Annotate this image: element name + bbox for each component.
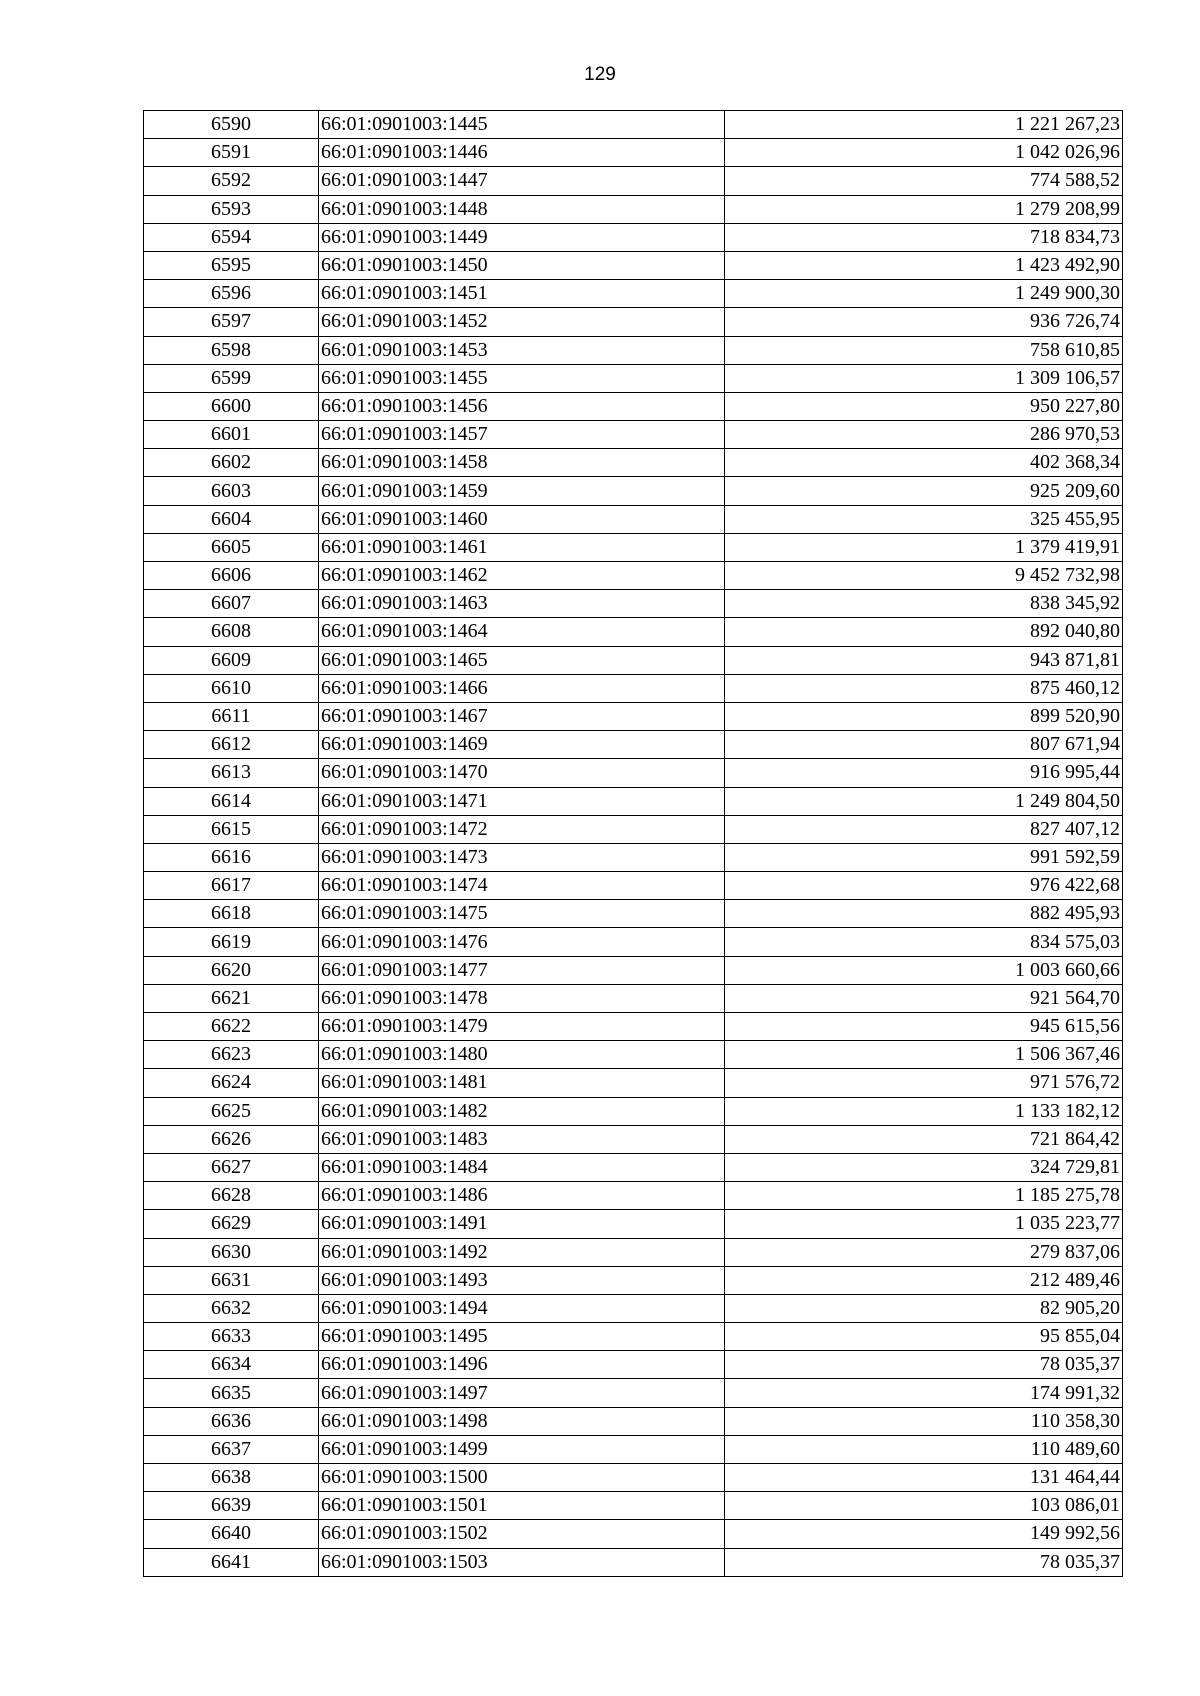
cadastral-number-cell: 66:01:0901003:1456: [319, 392, 725, 420]
cadastral-value-cell: 721 864,42: [725, 1125, 1123, 1153]
row-number-cell: 6590: [144, 111, 319, 139]
table-row: [144, 1125, 1123, 1153]
table-row: [144, 167, 1123, 195]
table-row: [144, 1435, 1123, 1463]
row-number-cell: 6612: [144, 731, 319, 759]
cadastral-number-cell: 66:01:0901003:1503: [319, 1548, 725, 1576]
table-row: [144, 815, 1123, 843]
table-row: [144, 392, 1123, 420]
cadastral-value-cell: 131 464,44: [725, 1464, 1123, 1492]
table-row: [144, 1492, 1123, 1520]
table-row: [144, 759, 1123, 787]
cadastral-value-cell: 82 905,20: [725, 1294, 1123, 1322]
cadastral-number-cell: 66:01:0901003:1474: [319, 872, 725, 900]
row-number-cell: 6611: [144, 702, 319, 730]
cadastral-number-cell: 66:01:0901003:1458: [319, 449, 725, 477]
cadastral-number-cell: 66:01:0901003:1491: [319, 1210, 725, 1238]
table-row: [144, 674, 1123, 702]
row-number-cell: 6633: [144, 1323, 319, 1351]
row-number-cell: 6627: [144, 1153, 319, 1181]
table-row: [144, 562, 1123, 590]
cadastral-number-cell: 66:01:0901003:1475: [319, 900, 725, 928]
row-number-cell: 6599: [144, 364, 319, 392]
cadastral-number-cell: 66:01:0901003:1481: [319, 1069, 725, 1097]
row-number-cell: 6614: [144, 787, 319, 815]
table-row: [144, 251, 1123, 279]
cadastral-number-cell: 66:01:0901003:1472: [319, 815, 725, 843]
row-number-cell: 6591: [144, 139, 319, 167]
cadastral-value-cell: 286 970,53: [725, 421, 1123, 449]
cadastral-value-cell: 838 345,92: [725, 590, 1123, 618]
row-number-cell: 6615: [144, 815, 319, 843]
table-row: [144, 1548, 1123, 1576]
cadastral-value-cell: 807 671,94: [725, 731, 1123, 759]
cadastral-value-cell: 943 871,81: [725, 646, 1123, 674]
cadastral-number-cell: 66:01:0901003:1462: [319, 562, 725, 590]
row-number-cell: 6593: [144, 195, 319, 223]
table-row: [144, 956, 1123, 984]
row-number-cell: 6601: [144, 421, 319, 449]
table-row: [144, 195, 1123, 223]
cadastral-value-cell: 212 489,46: [725, 1266, 1123, 1294]
cadastral-number-cell: 66:01:0901003:1477: [319, 956, 725, 984]
cadastral-value-cell: 875 460,12: [725, 674, 1123, 702]
table-row: [144, 1464, 1123, 1492]
table-row: [144, 1351, 1123, 1379]
cadastral-number-cell: 66:01:0901003:1484: [319, 1153, 725, 1181]
cadastral-value-cell: 758 610,85: [725, 336, 1123, 364]
cadastral-number-cell: 66:01:0901003:1479: [319, 1013, 725, 1041]
cadastral-number-cell: 66:01:0901003:1455: [319, 364, 725, 392]
cadastral-number-cell: 66:01:0901003:1459: [319, 477, 725, 505]
row-number-cell: 6635: [144, 1379, 319, 1407]
table-row: [144, 111, 1123, 139]
cadastral-value-cell: 110 489,60: [725, 1435, 1123, 1463]
row-number-cell: 6626: [144, 1125, 319, 1153]
cadastral-value-cell: 1 003 660,66: [725, 956, 1123, 984]
row-number-cell: 6625: [144, 1097, 319, 1125]
table-row: [144, 139, 1123, 167]
cadastral-value-cell: 1 035 223,77: [725, 1210, 1123, 1238]
cadastral-value-cell: 991 592,59: [725, 843, 1123, 871]
cadastral-number-cell: 66:01:0901003:1497: [319, 1379, 725, 1407]
cadastral-number-cell: 66:01:0901003:1502: [319, 1520, 725, 1548]
cadastral-number-cell: 66:01:0901003:1478: [319, 984, 725, 1012]
row-number-cell: 6617: [144, 872, 319, 900]
cadastral-number-cell: 66:01:0901003:1494: [319, 1294, 725, 1322]
cadastral-number-cell: 66:01:0901003:1492: [319, 1238, 725, 1266]
cadastral-value-cell: 1 249 804,50: [725, 787, 1123, 815]
cadastral-value-cell: 945 615,56: [725, 1013, 1123, 1041]
row-number-cell: 6597: [144, 308, 319, 336]
row-number-cell: 6636: [144, 1407, 319, 1435]
cadastral-number-cell: 66:01:0901003:1498: [319, 1407, 725, 1435]
row-number-cell: 6608: [144, 618, 319, 646]
row-number-cell: 6602: [144, 449, 319, 477]
table-row: [144, 223, 1123, 251]
cadastral-value-cell: 78 035,37: [725, 1351, 1123, 1379]
cadastral-value-cell: 936 726,74: [725, 308, 1123, 336]
cadastral-value-cell: 1 423 492,90: [725, 251, 1123, 279]
cadastral-number-cell: 66:01:0901003:1466: [319, 674, 725, 702]
cadastral-number-cell: 66:01:0901003:1470: [319, 759, 725, 787]
cadastral-value-cell: 324 729,81: [725, 1153, 1123, 1181]
cadastral-value-cell: 95 855,04: [725, 1323, 1123, 1351]
row-number-cell: 6610: [144, 674, 319, 702]
row-number-cell: 6607: [144, 590, 319, 618]
row-number-cell: 6600: [144, 392, 319, 420]
table-row: [144, 1520, 1123, 1548]
table-row: [144, 928, 1123, 956]
cadastral-value-cell: 402 368,34: [725, 449, 1123, 477]
table-row: [144, 787, 1123, 815]
row-number-cell: 6621: [144, 984, 319, 1012]
table-body: [144, 111, 1123, 1577]
table-row: [144, 702, 1123, 730]
cadastral-number-cell: 66:01:0901003:1493: [319, 1266, 725, 1294]
cadastral-number-cell: 66:01:0901003:1471: [319, 787, 725, 815]
table-row: [144, 1266, 1123, 1294]
cadastral-value-cell: 9 452 732,98: [725, 562, 1123, 590]
table-row: [144, 533, 1123, 561]
row-number-cell: 6630: [144, 1238, 319, 1266]
cadastral-number-cell: 66:01:0901003:1501: [319, 1492, 725, 1520]
row-number-cell: 6618: [144, 900, 319, 928]
row-number-cell: 6598: [144, 336, 319, 364]
row-number-cell: 6619: [144, 928, 319, 956]
cadastral-value-cell: 325 455,95: [725, 505, 1123, 533]
cadastral-number-cell: 66:01:0901003:1452: [319, 308, 725, 336]
cadastral-number-cell: 66:01:0901003:1467: [319, 702, 725, 730]
table-row: [144, 1294, 1123, 1322]
table-row: [144, 1210, 1123, 1238]
table-row: [144, 280, 1123, 308]
cadastral-number-cell: 66:01:0901003:1480: [319, 1041, 725, 1069]
cadastral-value-cell: 103 086,01: [725, 1492, 1123, 1520]
row-number-cell: 6613: [144, 759, 319, 787]
cadastral-number-cell: 66:01:0901003:1457: [319, 421, 725, 449]
table-row: [144, 477, 1123, 505]
row-number-cell: 6640: [144, 1520, 319, 1548]
row-number-cell: 6592: [144, 167, 319, 195]
table-row: [144, 1097, 1123, 1125]
row-number-cell: 6631: [144, 1266, 319, 1294]
table-row: [144, 308, 1123, 336]
row-number-cell: 6606: [144, 562, 319, 590]
row-number-cell: 6622: [144, 1013, 319, 1041]
table-row: [144, 590, 1123, 618]
cadastral-value-table: [143, 110, 1123, 1577]
table-row: [144, 421, 1123, 449]
cadastral-number-cell: 66:01:0901003:1496: [319, 1351, 725, 1379]
cadastral-number-cell: 66:01:0901003:1446: [319, 139, 725, 167]
cadastral-value-cell: 827 407,12: [725, 815, 1123, 843]
table-row: [144, 843, 1123, 871]
cadastral-number-cell: 66:01:0901003:1482: [319, 1097, 725, 1125]
table-row: [144, 1238, 1123, 1266]
page-number: 129: [584, 64, 616, 85]
cadastral-number-cell: 66:01:0901003:1445: [319, 111, 725, 139]
row-number-cell: 6609: [144, 646, 319, 674]
cadastral-value-cell: 1 279 208,99: [725, 195, 1123, 223]
cadastral-value-cell: 976 422,68: [725, 872, 1123, 900]
cadastral-value-cell: 110 358,30: [725, 1407, 1123, 1435]
cadastral-value-cell: 718 834,73: [725, 223, 1123, 251]
cadastral-value-cell: 899 520,90: [725, 702, 1123, 730]
cadastral-value-cell: 774 588,52: [725, 167, 1123, 195]
table-row: [144, 1069, 1123, 1097]
table-row: [144, 1153, 1123, 1181]
row-number-cell: 6632: [144, 1294, 319, 1322]
table-row: [144, 618, 1123, 646]
cadastral-value-cell: 1 185 275,78: [725, 1182, 1123, 1210]
cadastral-number-cell: 66:01:0901003:1465: [319, 646, 725, 674]
cadastral-number-cell: 66:01:0901003:1483: [319, 1125, 725, 1153]
row-number-cell: 6595: [144, 251, 319, 279]
cadastral-value-cell: 1 249 900,30: [725, 280, 1123, 308]
table-row: [144, 364, 1123, 392]
cadastral-number-cell: 66:01:0901003:1447: [319, 167, 725, 195]
cadastral-value-cell: 950 227,80: [725, 392, 1123, 420]
cadastral-value-cell: 174 991,32: [725, 1379, 1123, 1407]
cadastral-number-cell: 66:01:0901003:1448: [319, 195, 725, 223]
row-number-cell: 6605: [144, 533, 319, 561]
table-row: [144, 872, 1123, 900]
cadastral-number-cell: 66:01:0901003:1449: [319, 223, 725, 251]
table-row: [144, 449, 1123, 477]
cadastral-value-cell: 925 209,60: [725, 477, 1123, 505]
cadastral-value-cell: 279 837,06: [725, 1238, 1123, 1266]
row-number-cell: 6638: [144, 1464, 319, 1492]
row-number-cell: 6641: [144, 1548, 319, 1576]
cadastral-value-cell: 1 309 106,57: [725, 364, 1123, 392]
cadastral-number-cell: 66:01:0901003:1451: [319, 280, 725, 308]
cadastral-number-cell: 66:01:0901003:1461: [319, 533, 725, 561]
cadastral-value-cell: 892 040,80: [725, 618, 1123, 646]
row-number-cell: 6639: [144, 1492, 319, 1520]
row-number-cell: 6634: [144, 1351, 319, 1379]
cadastral-number-cell: 66:01:0901003:1453: [319, 336, 725, 364]
cadastral-number-cell: 66:01:0901003:1499: [319, 1435, 725, 1463]
row-number-cell: 6620: [144, 956, 319, 984]
row-number-cell: 6594: [144, 223, 319, 251]
row-number-cell: 6637: [144, 1435, 319, 1463]
table-row: [144, 731, 1123, 759]
cadastral-value-cell: 1 042 026,96: [725, 139, 1123, 167]
table-row: [144, 1041, 1123, 1069]
row-number-cell: 6623: [144, 1041, 319, 1069]
cadastral-value-cell: 1 221 267,23: [725, 111, 1123, 139]
cadastral-value-cell: 882 495,93: [725, 900, 1123, 928]
cadastral-value-cell: 834 575,03: [725, 928, 1123, 956]
cadastral-value-cell: 149 992,56: [725, 1520, 1123, 1548]
cadastral-number-cell: 66:01:0901003:1500: [319, 1464, 725, 1492]
table-row: [144, 1407, 1123, 1435]
row-number-cell: 6628: [144, 1182, 319, 1210]
row-number-cell: 6603: [144, 477, 319, 505]
cadastral-number-cell: 66:01:0901003:1469: [319, 731, 725, 759]
row-number-cell: 6604: [144, 505, 319, 533]
cadastral-value-cell: 1 379 419,91: [725, 533, 1123, 561]
table-row: [144, 984, 1123, 1012]
cadastral-number-cell: 66:01:0901003:1473: [319, 843, 725, 871]
cadastral-number-cell: 66:01:0901003:1450: [319, 251, 725, 279]
cadastral-number-cell: 66:01:0901003:1486: [319, 1182, 725, 1210]
table-row: [144, 900, 1123, 928]
table-row: [144, 1323, 1123, 1351]
row-number-cell: 6596: [144, 280, 319, 308]
cadastral-number-cell: 66:01:0901003:1464: [319, 618, 725, 646]
cadastral-value-cell: 916 995,44: [725, 759, 1123, 787]
cadastral-value-cell: 971 576,72: [725, 1069, 1123, 1097]
row-number-cell: 6629: [144, 1210, 319, 1238]
row-number-cell: 6616: [144, 843, 319, 871]
cadastral-value-cell: 78 035,37: [725, 1548, 1123, 1576]
row-number-cell: 6624: [144, 1069, 319, 1097]
table-row: [144, 1379, 1123, 1407]
cadastral-number-cell: 66:01:0901003:1463: [319, 590, 725, 618]
table-row: [144, 1013, 1123, 1041]
table-row: [144, 505, 1123, 533]
cadastral-number-cell: 66:01:0901003:1495: [319, 1323, 725, 1351]
table-row: [144, 646, 1123, 674]
cadastral-value-cell: 921 564,70: [725, 984, 1123, 1012]
cadastral-value-cell: 1 506 367,46: [725, 1041, 1123, 1069]
cadastral-value-cell: 1 133 182,12: [725, 1097, 1123, 1125]
cadastral-number-cell: 66:01:0901003:1476: [319, 928, 725, 956]
cadastral-number-cell: 66:01:0901003:1460: [319, 505, 725, 533]
table-row: [144, 336, 1123, 364]
table-row: [144, 1182, 1123, 1210]
